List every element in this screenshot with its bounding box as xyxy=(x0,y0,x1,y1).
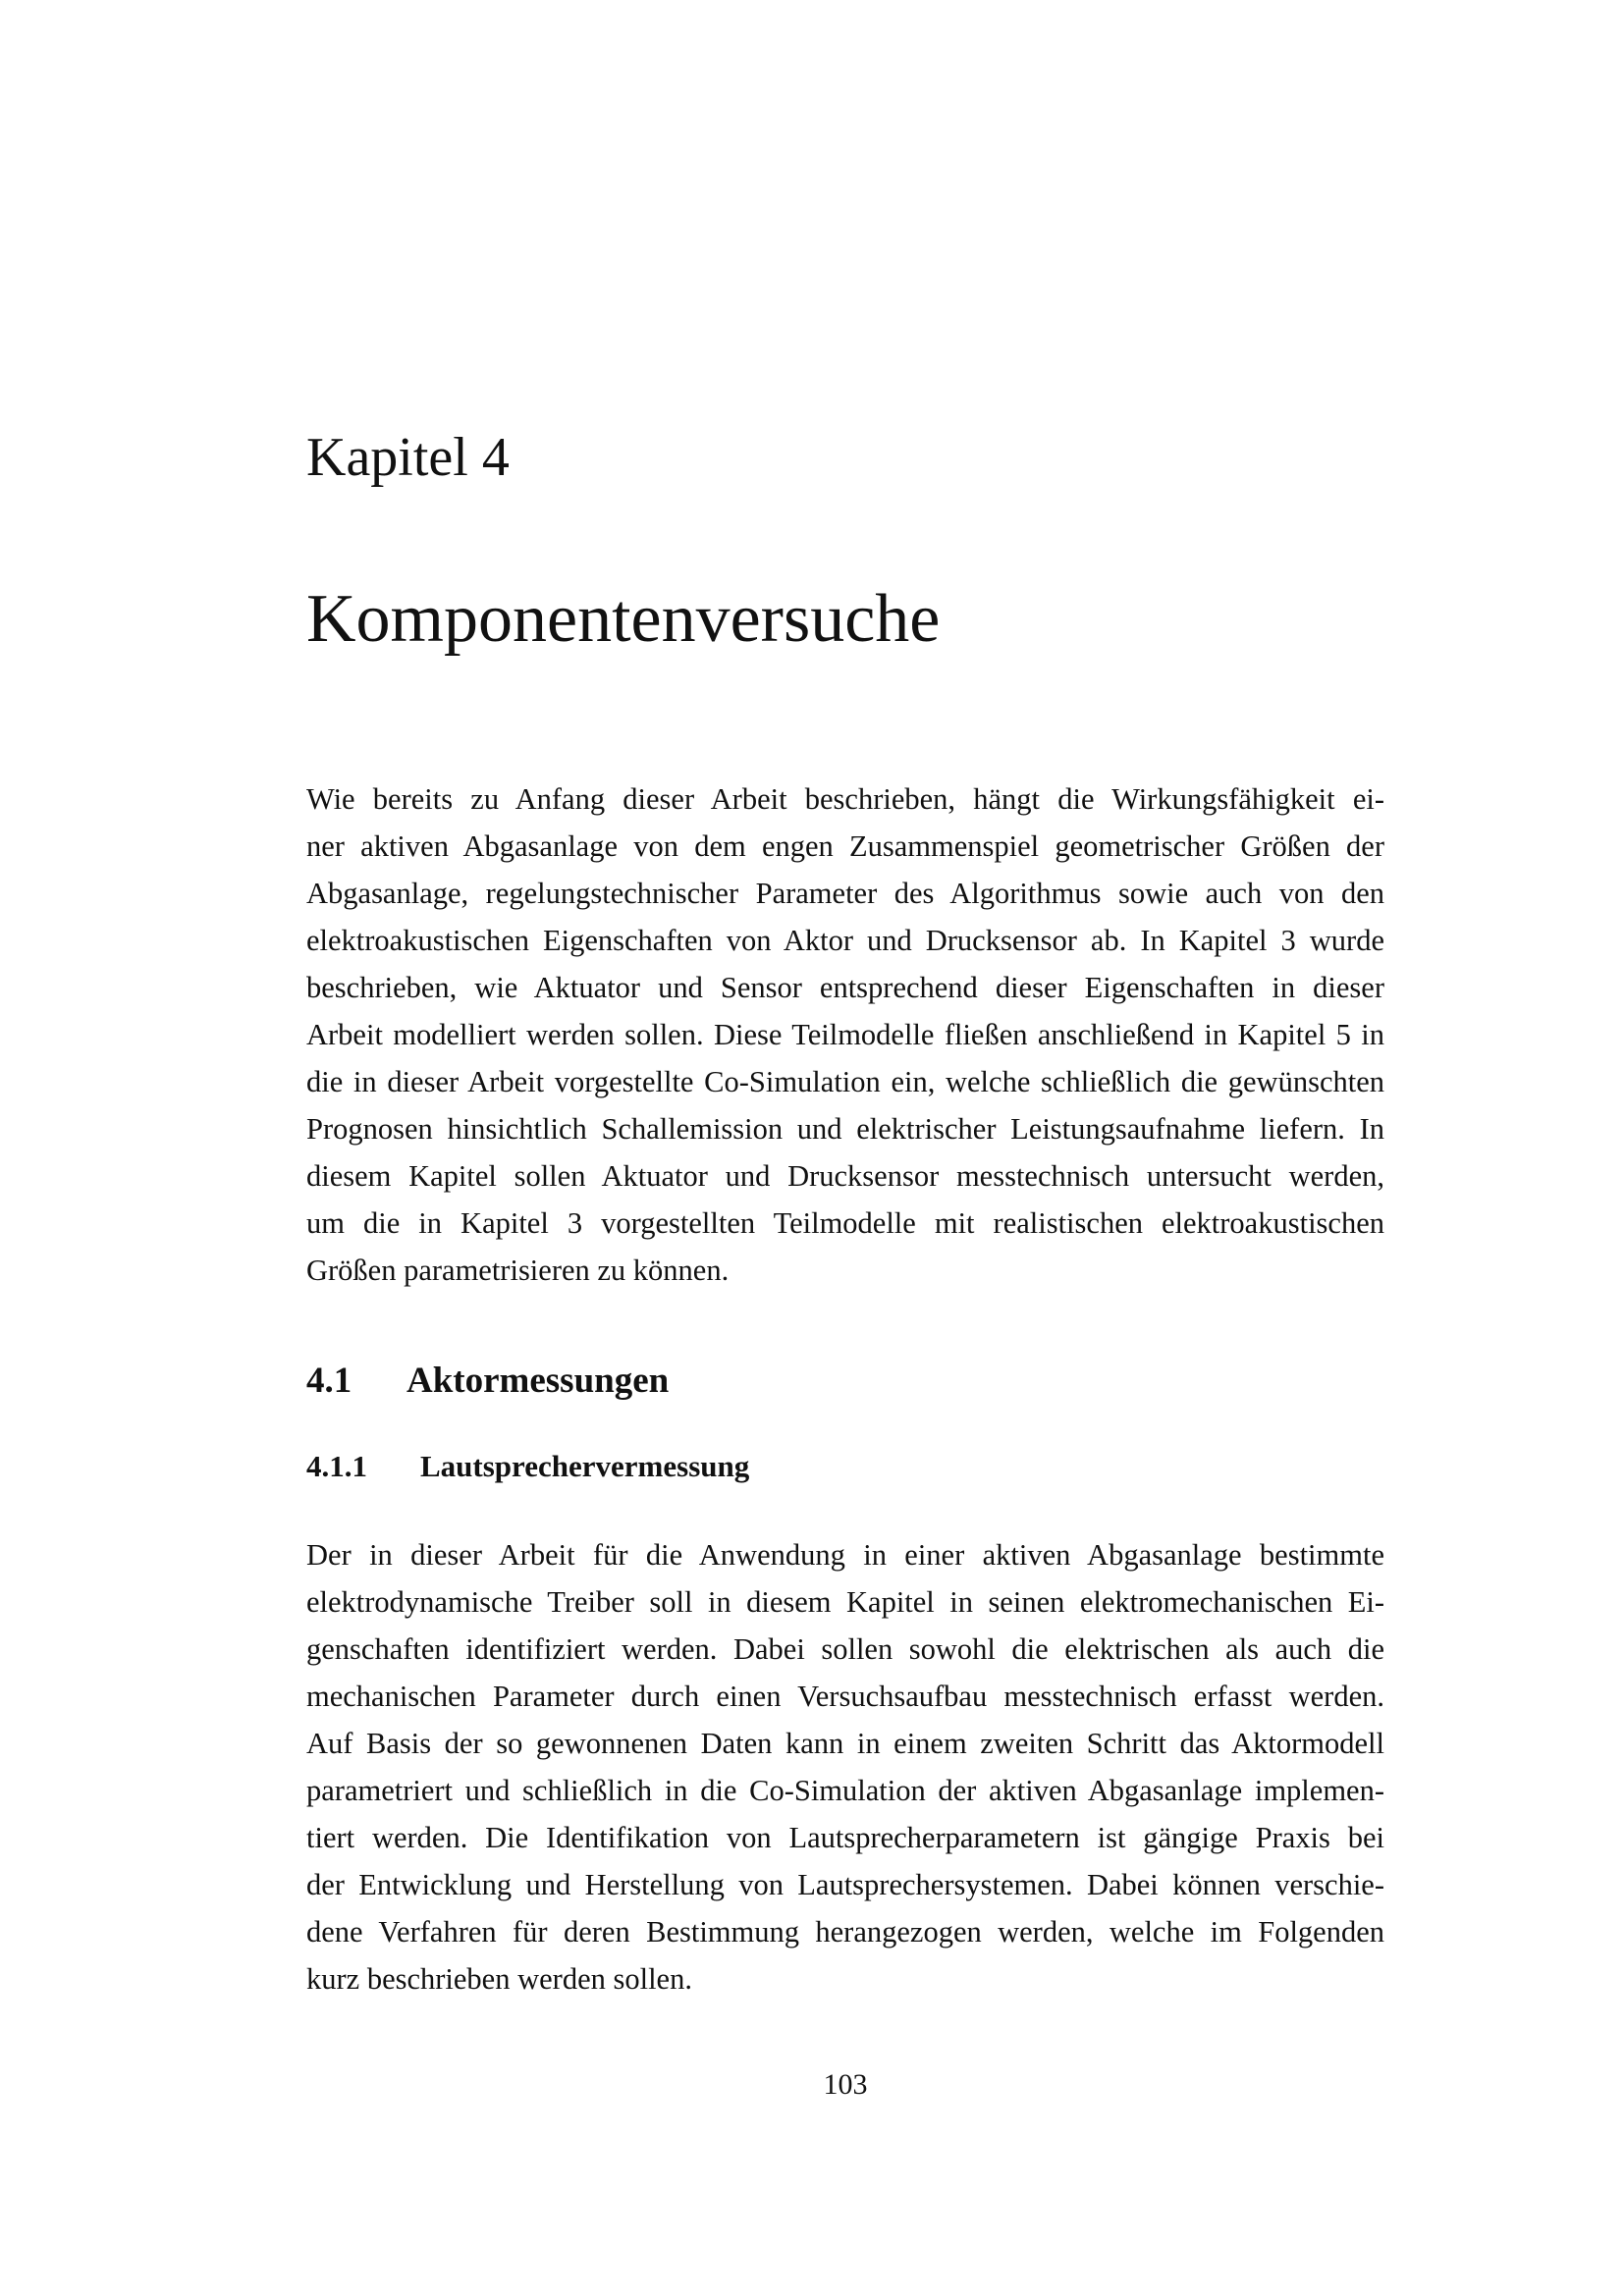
body-line: parametriert und schließlich in die Co-Simulation der aktiven Abgasanlage implemen- xyxy=(306,1774,1384,1807)
intro-line: Größen parametrisieren zu können. xyxy=(306,1254,730,1287)
intro-line: Wie bereits zu Anfang dieser Arbeit beschrieben, hängt die Wirkungsfähigkeit ei- xyxy=(306,782,1384,816)
body-line: elektrodynamische Treiber soll in diesem Kapitel in seinen elektromechanischen Ei- xyxy=(306,1585,1384,1619)
intro-line: diesem Kapitel sollen Aktuator und Drucksensor messtechnisch untersucht werden, xyxy=(306,1159,1384,1193)
intro-line: Prognosen hinsichtlich Schallemission und elektrischer Leistungsaufnahme liefern. In xyxy=(306,1112,1384,1146)
body-paragraph xyxy=(306,1531,1384,2002)
intro-line: die in dieser Arbeit vorgestellte Co-Simulation ein, welche schließlich die gewünschten xyxy=(306,1065,1384,1098)
page-number: 103 xyxy=(823,2068,868,2101)
intro-line: elektroakustischen Eigenschaften von Aktor und Drucksensor ab. In Kapitel 3 wurde xyxy=(306,924,1384,957)
intro-line: ner aktiven Abgasanlage von dem engen Zusammenspiel geometrischer Größen der xyxy=(306,829,1384,863)
intro-line: Abgasanlage, regelungstechnischer Parameter des Algorithmus sowie auch von den xyxy=(306,877,1384,910)
body-line: Auf Basis der so gewonnenen Daten kann in einem zweiten Schritt das Aktormodell xyxy=(306,1727,1384,1760)
chapter-title: Komponentenversuche xyxy=(306,581,941,657)
body-line: der Entwicklung und Herstellung von Lautsprechersystemen. Dabei können verschie- xyxy=(306,1868,1384,1901)
subsection-title: Lautsprechervermessung xyxy=(420,1449,750,1483)
intro-line: um die in Kapitel 3 vorgestellten Teilmodelle mit realistischen elektroakustischen xyxy=(306,1206,1384,1240)
intro-paragraph xyxy=(306,775,1384,1294)
body-line: Der in dieser Arbeit für die Anwendung in einer aktiven Abgasanlage bestimmte xyxy=(306,1538,1384,1572)
intro-line: beschrieben, wie Aktuator und Sensor entsprechend dieser Eigenschaften in dieser xyxy=(306,971,1384,1004)
body-line: genschaften identifiziert werden. Dabei sollen sowohl die elektrischen als auch die xyxy=(306,1632,1384,1666)
intro-line: Arbeit modelliert werden sollen. Diese Teilmodelle fließen anschließend in Kapitel 5 in xyxy=(306,1018,1384,1051)
body-line: kurz beschrieben werden sollen. xyxy=(306,1962,692,1996)
subsection-number: 4.1.1 xyxy=(306,1449,367,1483)
body-line: tiert werden. Die Identifikation von Lautsprecherparametern ist gängige Praxis bei xyxy=(306,1821,1384,1854)
section-title: Aktormessungen xyxy=(406,1361,670,1401)
body-line: dene Verfahren für deren Bestimmung herangezogen werden, welche im Folgenden xyxy=(306,1915,1384,1949)
section-heading xyxy=(306,1362,669,1399)
chapter-label: Kapitel 4 xyxy=(306,427,510,488)
subsection-heading xyxy=(306,1451,749,1481)
section-number: 4.1 xyxy=(306,1361,352,1401)
body-line: mechanischen Parameter durch einen Versuchsaufbau messtechnisch erfasst werden. xyxy=(306,1680,1384,1713)
